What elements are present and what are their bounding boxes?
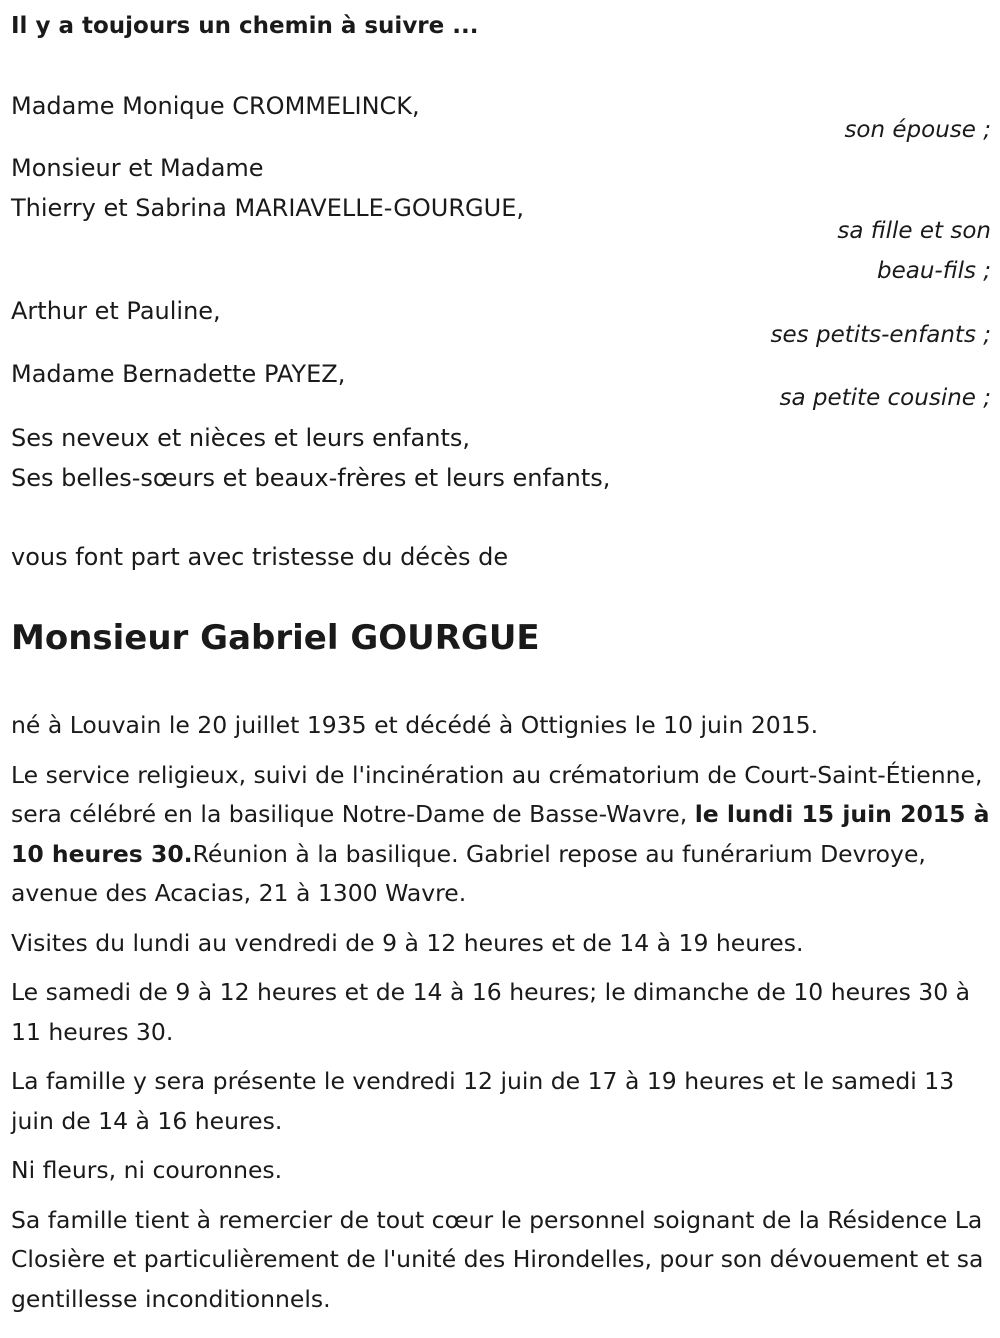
family-relation: sa fille et son	[837, 218, 991, 244]
service-details: Réunion à la basilique. Gabriel repose au funérarium Devroye, avenue des Acacias, 21 à 1300 Wavre.	[11, 839, 926, 907]
announcement-text: vous font part avec tristesse du décès de	[11, 543, 509, 571]
family-name-line: Arthur et Pauline,	[11, 297, 221, 325]
other-relatives	[11, 418, 991, 498]
service-intro: Le service religieux, suivi de l'incinération au crématorium de Court-Saint-Étienne, sera célébré en la basilique Notre-Dame de Basse-Wavre,	[11, 760, 983, 828]
other-relatives-line: Ses neveux et nièces et leurs enfants,	[11, 424, 470, 452]
family-entry-grandchildren	[11, 291, 991, 355]
other-relatives-line: Ses belles-sœurs et beaux-frères et leurs enfants,	[11, 464, 611, 492]
family-entry-cousin	[11, 354, 991, 418]
family-entry-daughter	[11, 148, 991, 291]
service-date: le lundi 15 juin 2015 à 10 heures 30.	[11, 800, 990, 868]
service-paragraph	[11, 756, 991, 914]
birth-death-paragraph: né à Louvain le 20 juillet 1935 et décédé à Ottignies le 10 juin 2015.	[11, 711, 819, 739]
no-flowers-paragraph: Ni fleurs, ni couronnes.	[11, 1156, 283, 1184]
obituary-body	[11, 706, 991, 1329]
family-name-line: Madame Bernadette PAYEZ,	[11, 360, 346, 388]
thanks-paragraph: Sa famille tient à remercier de tout cœur le personnel soignant de la Résidence La Closière et particulièrement de l'unité des Hirondelles, pour son dévouement et sa gentillesse inconditionnels.	[11, 1205, 984, 1313]
family-present-paragraph: La famille y sera présente le vendredi 12 juin de 17 à 19 heures et le samedi 13 juin de 14 à 16 heures.	[11, 1067, 955, 1135]
family-name-line: Thierry et Sabrina MARIAVELLE-GOURGUE,	[11, 194, 524, 222]
family-name-line: Monsieur et Madame	[11, 154, 264, 182]
family-name-line: Madame Monique CROMMELINCK,	[11, 92, 420, 120]
visits-week-paragraph: Visites du lundi au vendredi de 9 à 12 heures et de 14 à 19 heures.	[11, 928, 804, 957]
family-relation: sa petite cousine ;	[779, 385, 991, 411]
family-relation: beau-fils ;	[876, 258, 991, 284]
deceased-name: Monsieur Gabriel GOURGUE	[11, 618, 540, 658]
motto-heading: Il y a toujours un chemin à suivre ...	[11, 13, 479, 39]
family-relation: son épouse ;	[844, 117, 991, 143]
family-entry-spouse	[11, 86, 991, 150]
family-relation: ses petits-enfants ;	[770, 322, 991, 348]
visits-weekend-paragraph: Le samedi de 9 à 12 heures et de 14 à 16 heures; le dimanche de 10 heures 30 à 11 heures 30.	[11, 978, 971, 1046]
